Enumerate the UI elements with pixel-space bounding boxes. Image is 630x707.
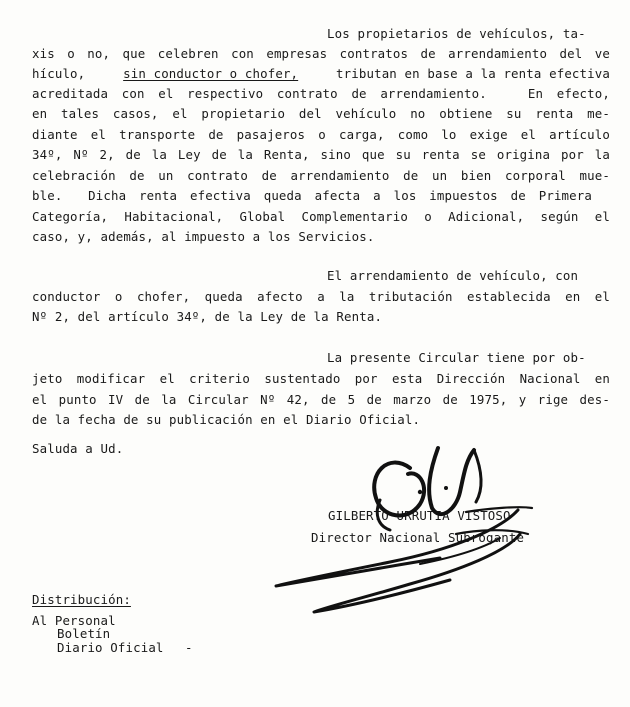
paragraph-2-line: El arrendamiento de vehículo, con <box>327 268 579 283</box>
paragraph-1-line: Los propietarios de vehículos, ta- <box>327 26 586 41</box>
signatory-title: Director Nacional Subrogante <box>311 530 525 545</box>
closing-salutation: Saluda a Ud. <box>32 441 124 456</box>
paragraph-3-line: de la fecha de su publicación en el Diario Oficial. <box>32 412 421 427</box>
signatory-name: GILBERTO URRUTIA VISTOSO <box>328 508 511 523</box>
distribution-item: Boletín <box>57 626 111 641</box>
stray-mark: - <box>185 640 193 655</box>
paragraph-3-line: La presente Circular tiene por ob- <box>327 350 586 365</box>
paragraph-1-line-mixed <box>32 68 610 80</box>
paragraph-2-line: Nº 2, del artículo 34º, de la Ley de la Renta. <box>32 309 383 324</box>
paragraph-3-line: el punto IV de la Circular Nº 42, de 5 de marzo de 1975, y rige des- <box>32 392 610 407</box>
underlined-phrase: sin conductor o chofer, <box>123 66 299 81</box>
paragraph-1-line: ble. Dicha renta efectiva queda afecta a los impuestos de Primera <box>32 188 592 203</box>
distribution-item: Diario Oficial <box>57 640 164 655</box>
paragraph-1-line: diante el transporte de pasajeros o carga, como lo exige el artículo <box>32 127 610 142</box>
paragraph-3-line: jeto modificar el criterio sustentado por esta Dirección Nacional en <box>32 371 610 386</box>
paragraph-1-fragment: tributan en base a la renta efectiva <box>328 66 610 81</box>
paragraph-1-line: caso, y, además, al impuesto a los Servicios. <box>32 229 375 244</box>
distribution-heading: Distribución: <box>32 592 131 607</box>
paragraph-1-line: celebración de un contrato de arrendamiento de un bien corporal mue- <box>32 168 610 183</box>
paragraph-1-line: en tales casos, el propietario del vehículo no obtiene su renta me- <box>32 106 610 121</box>
distribution-item: Al Personal <box>32 613 116 628</box>
paragraph-1-line: 34º, Nº 2, de la Ley de la Renta, sino que su renta se origina por la <box>32 147 610 162</box>
paragraph-1-fragment: hículo, <box>32 66 93 81</box>
paragraph-1-line: xis o no, que celebren con empresas contratos de arrendamiento del ve <box>32 46 610 61</box>
paragraph-1-line: acreditada con el respectivo contrato de arrendamiento. En efecto, <box>32 86 610 101</box>
paragraph-1-line: Categoría, Habitacional, Global Complementario o Adicional, según el <box>32 209 610 224</box>
paragraph-2-line: conductor o chofer, queda afecto a la tributación establecida en el <box>32 289 610 304</box>
